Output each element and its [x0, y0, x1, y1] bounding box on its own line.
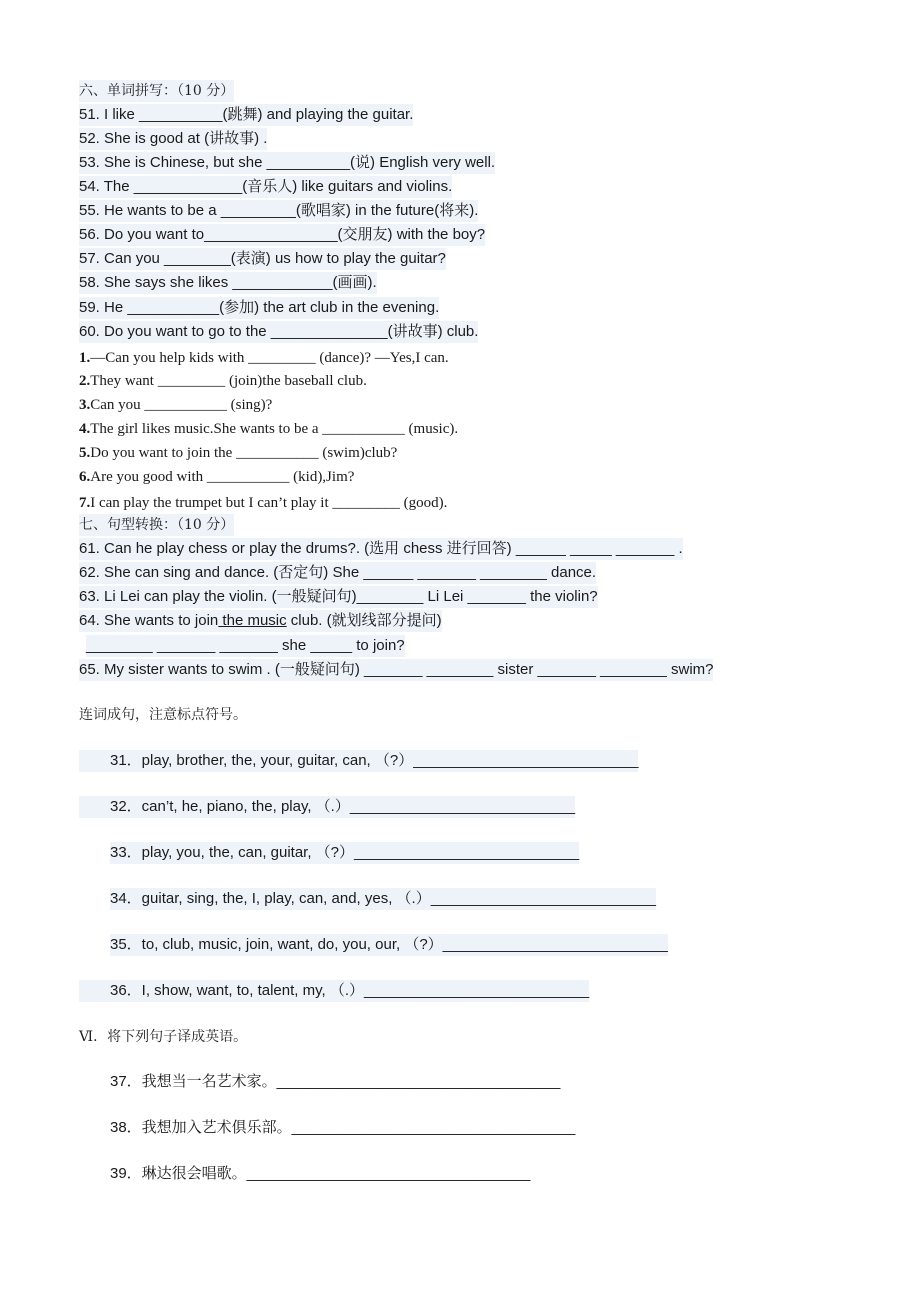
- word-form-6: [79, 466, 354, 488]
- word-form-number: 2.: [79, 373, 91, 389]
- question-64-answer-line: ________ _______ _______ she _____ to join?: [86, 635, 405, 657]
- question-64: [79, 610, 442, 632]
- question-64-end: club. (就划线部分提问): [286, 612, 442, 629]
- question-57: 57. Can you ________(表演) us how to play the guitar?: [79, 248, 446, 270]
- word-form-number: 3.: [79, 397, 91, 413]
- question-55: 55. He wants to be a _________(歌唱家) in the future(将来).: [79, 200, 478, 222]
- question-39: 39．琳达很会唱歌。__________________________________: [110, 1165, 531, 1182]
- question-54: 54. The _____________(音乐人) like guitars and violins.: [79, 176, 452, 198]
- question-32: 32．can’t, he, piano, the, play, （.）___________________________: [79, 796, 575, 818]
- question-60: 60. Do you want to go to the ______________(讲故事) club.: [79, 321, 478, 343]
- word-order-heading: 连词成句，注意标点符号。: [79, 707, 247, 723]
- word-form-5: [79, 442, 397, 464]
- word-form-text: The girl likes music.She wants to be a ___________ (music).: [90, 421, 459, 437]
- question-37: 37．我想当一名艺术家。__________________________________: [110, 1073, 561, 1090]
- section-seven-heading: 七、句型转换：（10 分）: [79, 514, 234, 536]
- word-form-number: 5.: [79, 445, 91, 461]
- word-form-text: They want _________ (join)the baseball club.: [90, 373, 367, 389]
- question-59: 59. He ___________(参加) the art club in the evening.: [79, 297, 439, 319]
- question-34: 34．guitar, sing, the, I, play, can, and, yes, （.）___________________________: [110, 888, 656, 910]
- question-53: 53. She is Chinese, but she __________(说) English very well.: [79, 152, 495, 174]
- question-51: 51. I like __________(跳舞) and playing the guitar.: [79, 104, 413, 126]
- word-form-text: Can you ___________ (sing)?: [90, 397, 273, 413]
- question-52: 52. She is good at (讲故事) .: [79, 128, 267, 150]
- question-58: 58. She says she likes ____________(画画).: [79, 272, 377, 294]
- word-form-text: —Can you help kids with _________ (dance)? —Yes,I can.: [90, 350, 449, 366]
- translation-heading: Ⅵ．将下列句子译成英语。: [79, 1029, 248, 1045]
- question-65: 65. My sister wants to swim . (一般疑问句) _______ ________ sister _______ ________ swim?: [79, 659, 713, 681]
- word-form-number: 1.: [79, 350, 91, 366]
- word-form-number: 4.: [79, 421, 91, 437]
- word-form-4: [79, 418, 458, 440]
- question-36: 36．I, show, want, to, talent, my, （.）___________________________: [79, 980, 589, 1002]
- question-31: 31．play, brother, the, your, guitar, can, （?）___________________________: [79, 750, 638, 772]
- question-33: 33．play, you, the, can, guitar, （?）___________________________: [110, 842, 579, 864]
- word-form-text: I can play the trumpet but I can’t play it _________ (good).: [90, 495, 448, 511]
- question-56: 56. Do you want to________________(交朋友) with the boy?: [79, 224, 485, 246]
- word-form-3: [79, 394, 272, 416]
- word-form-text: Are you good with ___________ (kid),Jim?: [90, 469, 355, 485]
- question-35: 35．to, club, music, join, want, do, you, our, （?）___________________________: [110, 934, 668, 956]
- word-form-text: Do you want to join the ___________ (swim)club?: [90, 445, 398, 461]
- word-form-2: [79, 370, 367, 392]
- word-form-number: 6.: [79, 469, 91, 485]
- word-form-number: 7.: [79, 495, 91, 511]
- word-form-7: [79, 492, 447, 514]
- section-six-heading: 六、单词拼写：（10 分）: [79, 80, 234, 102]
- question-63: 63. Li Lei can play the violin. (一般疑问句)________ Li Lei _______ the violin?: [79, 586, 598, 608]
- question-61: 61. Can he play chess or play the drums?. (选用 chess 进行回答) ______ _____ _______ .: [79, 538, 683, 560]
- question-64-underlined-phrase: the music: [218, 612, 287, 629]
- question-64-start: 64. She wants to join: [79, 612, 219, 629]
- word-form-1: [79, 347, 449, 369]
- question-62: 62. She can sing and dance. (否定句) She ______ _______ ________ dance.: [79, 562, 596, 584]
- question-38: 38．我想加入艺术俱乐部。__________________________________: [110, 1119, 576, 1136]
